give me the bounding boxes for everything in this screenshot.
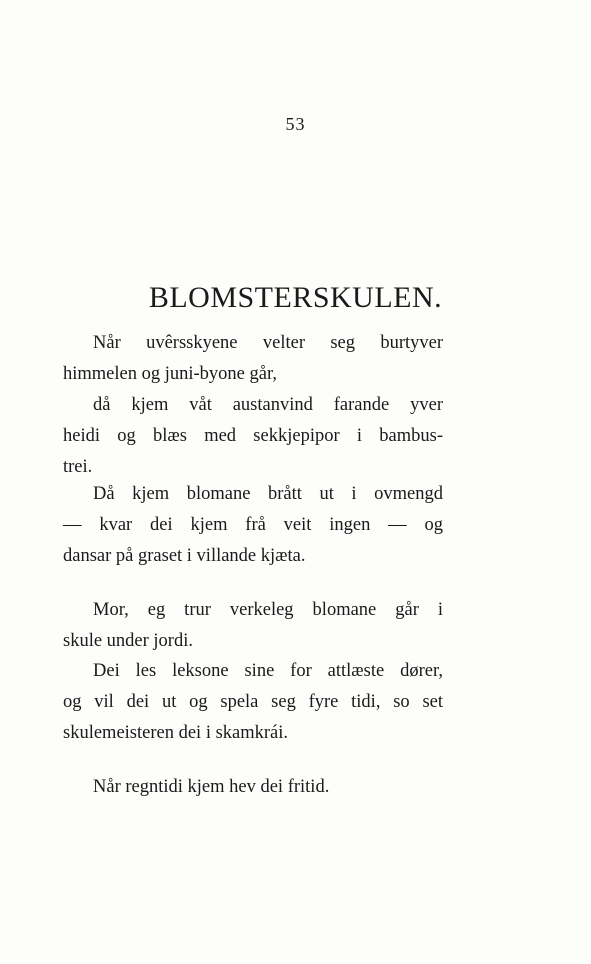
chapter-title: BLOMSTERSKULEN. bbox=[148, 281, 443, 314]
paragraph-4 bbox=[63, 656, 443, 749]
text-line: og vil dei ut og spela seg fyre tidi, so set bbox=[63, 692, 443, 712]
paragraph-2 bbox=[63, 479, 443, 572]
text-line: skulemeisteren dei i skamkrái. bbox=[63, 723, 289, 743]
text-line: Når regntidi kjem hev dei fritid. bbox=[93, 777, 330, 797]
paragraph-3 bbox=[63, 595, 443, 657]
text-line: heidi og blæs med sekkjepipor i bambus- bbox=[63, 426, 443, 446]
text-line: dansar på graset i villande kjæta. bbox=[63, 546, 306, 566]
paragraph-5 bbox=[63, 772, 443, 803]
text-line: Mor, eg trur verkeleg blomane går i bbox=[93, 600, 443, 620]
paragraph-1 bbox=[63, 328, 443, 483]
text-line: — kvar dei kjem frå veit ingen — og bbox=[63, 515, 443, 535]
text-line: Dei les leksone sine for attlæste dører, bbox=[93, 661, 443, 681]
text-line: skule under jordi. bbox=[63, 631, 193, 651]
text-line: himmelen og juni-byone går, bbox=[63, 364, 278, 384]
text-line: då kjem våt austanvind farande yver bbox=[93, 395, 443, 415]
text-line: Då kjem blomane brått ut i ovmengd bbox=[93, 484, 443, 504]
text-line: Når uvêrsskyene velter seg burtyver bbox=[93, 333, 443, 353]
text-line: trei. bbox=[63, 457, 93, 477]
page-number: 53 bbox=[285, 114, 306, 134]
